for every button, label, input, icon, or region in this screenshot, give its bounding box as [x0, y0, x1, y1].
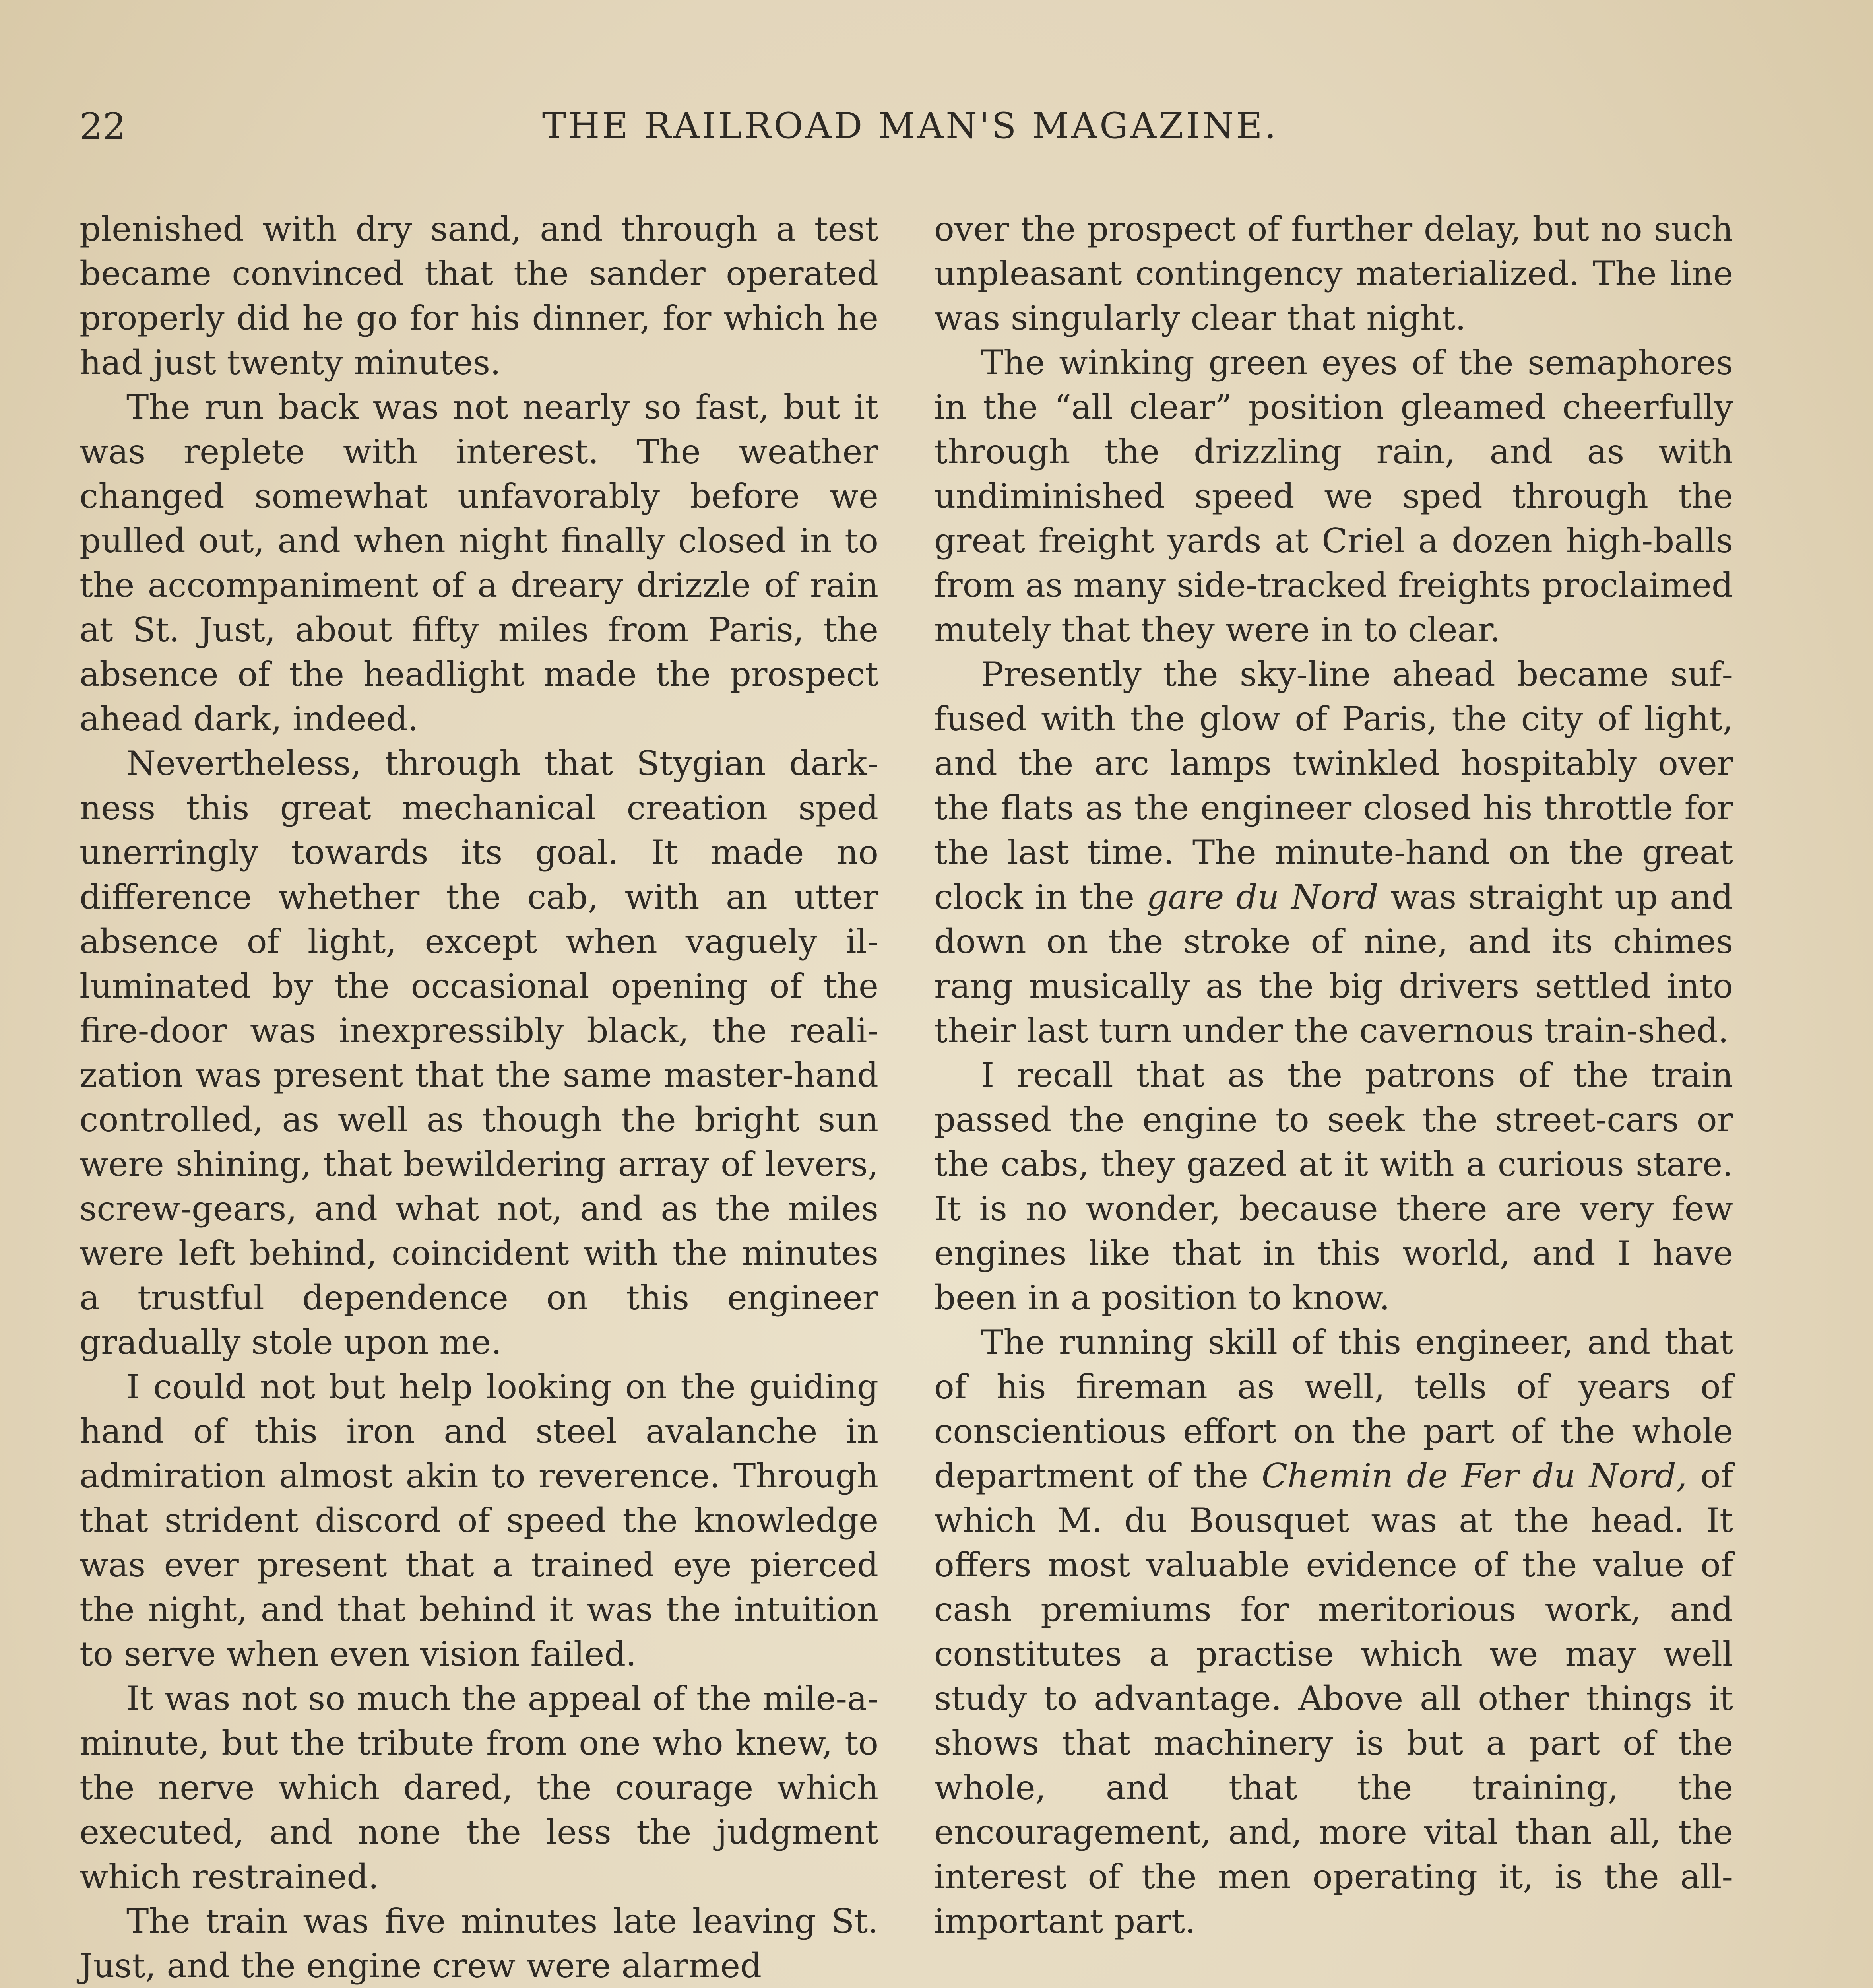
text-run: of which M. du Bousquet was at the head. It offers most valuable evidence of the value of cash premiums for meritorious work, and constitutes a practise which we may well study to advantage. Above all other things it shows that machinery is but a part of the whole, and that the training, the encouragement, and, more vital than all, the interest of the men operating it, is the all-important part.: [934, 1456, 1733, 1941]
article1-left-column: [79, 207, 878, 1988]
running-head: THE RAILROAD MAN'S MAGAZINE.: [542, 105, 1279, 147]
paragraph: I could not but help looking on the guiding hand of this iron and steel avalanche in admiration almost akin to reverence. Through that strident discord of speed the knowledge was ever present that a trained eye pierced the night, and that behind it was the intuition to serve when even vision failed.: [79, 1367, 878, 1673]
paragraph: [934, 652, 1733, 1053]
paragraph: The run back was not nearly so fast, but it was replete with interest. The weather changed somewhat unfavorably before we pulled out, and when night finally closed in to the accompaniment of a dreary drizzle of rain at St. Just, about fifty miles from Paris, the absence of the headlight made the prospect ahead dark, indeed.: [79, 388, 878, 738]
place-name: gare du Nord: [1146, 878, 1379, 916]
article1-right-column: [934, 207, 1733, 1943]
text-run: was straight up and down on the stroke of nine, and its chimes rang musically as the big drivers settled into their last turn under the cavernous train-shed.: [934, 878, 1733, 1050]
railway-name: Chemin de Fer du Nord,: [1261, 1456, 1687, 1495]
text-run: The running skill of this engineer, and that of his fireman as well, tells of years of conscientious effort on the part of the whole department of the: [934, 1323, 1733, 1495]
paragraph: Nevertheless, through that Stygian darkness this great mechanical creation sped unerringly towards its goal. It made no difference whether the cab, with an utter absence of light, except when vaguely illuminated by the occasional opening of the fire-door was inexpressibly black, the realization was present that the same master-hand controlled, as well as though the bright sun were shining, that bewildering array of levers, screw-gears, and what not, and as the miles were left behind, coincident with the minutes a trustful dependence on this engineer gradually stole upon me.: [79, 744, 878, 1362]
text-run: Presently the sky-line ahead became suffused with the glow of Paris, the city of light, and the arc lamps twinkled hospitably over the flats as the engineer closed his throttle for the last time. The minute-hand on the great clock in the: [934, 655, 1733, 916]
paragraph: It was not so much the appeal of the mile-a-minute, but the tribute from one who knew, to the nerve which dared, the courage which executed, and none the less the judgment which restrained.: [79, 1679, 878, 1896]
paragraph: The train was five minutes late leaving St. Just, and the engine crew were alarmed: [79, 1902, 878, 1985]
paragraph: plenished with dry sand, and through a test became convinced that the sander operated properly did he go for his dinner, for which he had just twenty minutes.: [79, 210, 878, 382]
paragraph: The winking green eyes of the semaphores in the “all clear” position gleamed cheerfully through the drizzling rain, and as with undiminished speed we sped through the great freight yards at Criel a dozen high-balls from as many side-tracked freights proclaimed mutely that they were in to clear.: [934, 343, 1733, 649]
page-number: 22: [79, 105, 126, 148]
paragraph: over the prospect of further delay, but no such unpleasant contingency materialized. The line was singularly clear that night.: [934, 210, 1733, 338]
paragraph: [934, 1320, 1733, 1943]
paragraph: I recall that as the patrons of the train passed the engine to seek the street-cars or the cabs, they gazed at it with a curious stare. It is no wonder, because there are very few engines like that in this world, and I have been in a position to know.: [934, 1056, 1733, 1317]
